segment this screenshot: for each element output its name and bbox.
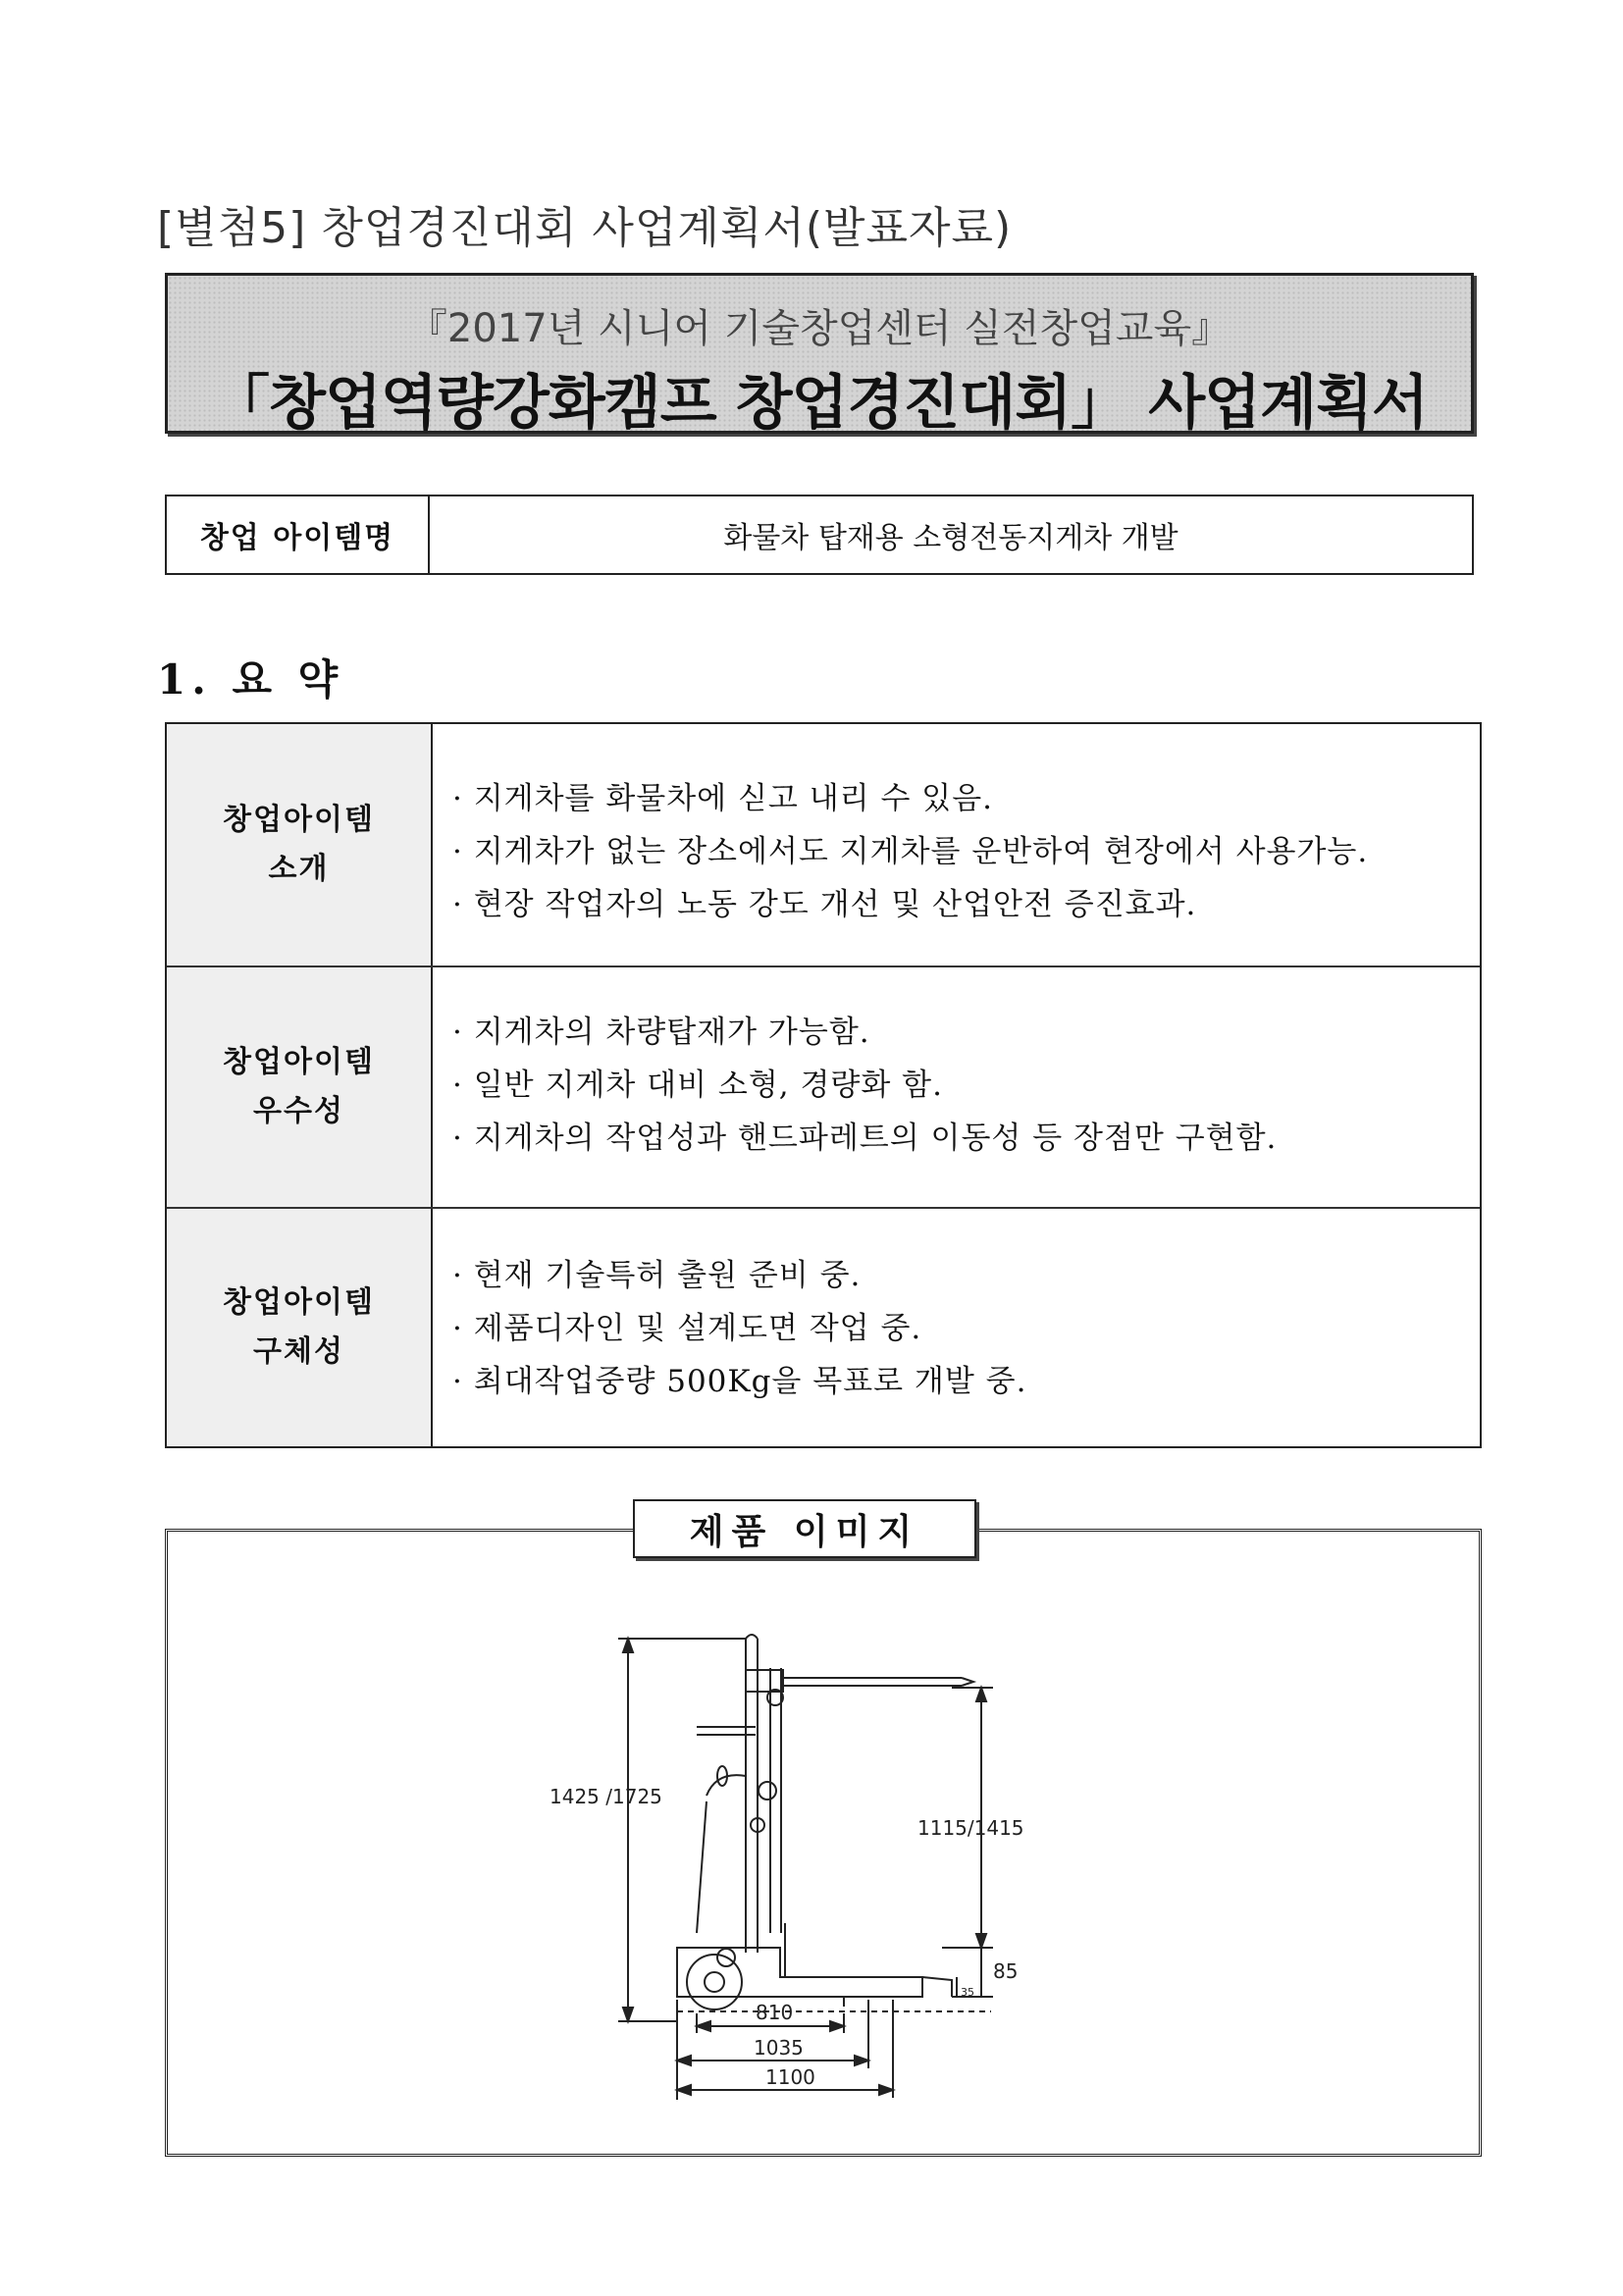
summary-row-excellence: [167, 967, 1480, 1207]
label-line1: 창업아이템: [223, 803, 375, 837]
label-line1: 창업아이템: [223, 1285, 375, 1320]
product-image-title: 제품 이미지: [633, 1499, 976, 1558]
dim-fork-thickness: 35: [961, 1986, 974, 1999]
bullet-item: · 일반 지게차 대비 소형, 경량화 함.: [452, 1068, 943, 1103]
dim-fork-offset: 85: [993, 1959, 1019, 1983]
summary-row-body: [433, 1209, 1480, 1446]
summary-row-specificity: [167, 1209, 1480, 1446]
bullet-item: · 지게차의 작업성과 핸드파레트의 이동성 등 장점만 구현함.: [452, 1121, 1278, 1156]
dim-length-1100: 1100: [765, 2065, 815, 2089]
label-line2: 소개: [268, 852, 330, 886]
item-name-table: [165, 495, 1474, 575]
summary-row-intro: [167, 724, 1480, 965]
label-line2: 우수성: [253, 1094, 344, 1128]
item-name-value: 화물차 탑재용 소형전동지게차 개발: [723, 521, 1178, 555]
bullet-item: · 지게차를 화물차에 싣고 내리 수 있음.: [452, 781, 994, 816]
summary-table: [165, 722, 1482, 1448]
dim-lift-height: 1115/1415: [917, 1816, 1024, 1840]
label-line1: 창업아이템: [223, 1045, 375, 1079]
bullet-item: · 최대작업중량 500Kg을 목표로 개발 중.: [452, 1364, 1027, 1399]
summary-heading: 1. 요 약: [157, 655, 344, 704]
label-line2: 구체성: [253, 1334, 344, 1369]
bullet-item: · 제품디자인 및 설계도면 작업 중.: [452, 1311, 922, 1346]
dim-total-height: 1425 /1725: [550, 1785, 662, 1808]
title-main: 「창업역량강화캠프 창업경진대회」 사업계획서: [210, 369, 1429, 438]
dim-length-810: 810: [756, 2001, 794, 2024]
bullet-item: · 지게차가 없는 장소에서도 지게차를 운반하여 현장에서 사용가능.: [452, 834, 1369, 869]
title-subtitle: 『2017년 시니어 기술창업센터 실전창업교육』: [407, 306, 1231, 351]
attachment-title: [별첨5] 창업경진대회 사업계획서(발표자료): [157, 203, 1013, 253]
forklift-drawing: [550, 1609, 1099, 2139]
summary-row-body: [433, 724, 1480, 965]
summary-row-label: [167, 967, 433, 1207]
title-box: [165, 273, 1474, 438]
summary-row-label: [167, 724, 433, 965]
dim-length-1035: 1035: [754, 2036, 804, 2060]
summary-row-body: [433, 967, 1480, 1207]
summary-row-label: [167, 1209, 433, 1446]
bullet-item: · 현장 작업자의 노동 강도 개선 및 산업안전 증진효과.: [452, 887, 1197, 922]
bullet-item: · 현재 기술특허 출원 준비 중.: [452, 1258, 862, 1293]
bullet-item: · 지게차의 차량탑재가 가능함.: [452, 1015, 870, 1050]
item-name-label: 창업 아이템명: [167, 496, 430, 573]
